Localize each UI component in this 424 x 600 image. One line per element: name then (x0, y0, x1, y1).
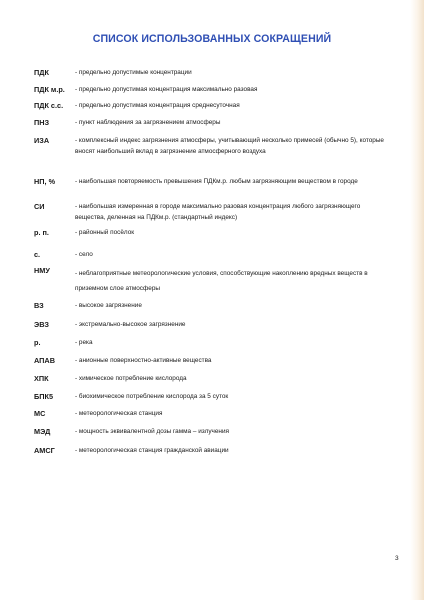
abbreviation-term: с. (34, 250, 41, 259)
abbreviation-definition: - анионные поверхностно-активные вещества (75, 357, 212, 364)
abbreviation-term: МЭД (34, 427, 51, 436)
abbreviation-definition: - пункт наблюдения за загрязнением атмосферы (75, 119, 221, 126)
page-title: СПИСОК ИСПОЛЬЗОВАННЫХ СОКРАЩЕНИЙ (92, 33, 332, 45)
abbreviation-term: АПАВ (34, 356, 55, 365)
abbreviation-definition: - предельно допустимая концентрация среднесуточная (75, 102, 240, 109)
abbreviation-term: ПНЗ (34, 118, 50, 127)
abbreviation-definition: - река (75, 339, 93, 346)
abbreviation-term: АМСГ (34, 446, 55, 455)
abbreviation-term: СИ (34, 202, 45, 211)
abbreviation-term: НП, % (34, 177, 56, 186)
abbreviation-definition: - предельно допустимая концентрация максимально разовая (75, 86, 258, 93)
abbreviation-definition: - село (75, 251, 93, 258)
abbreviation-term: БПК5 (34, 392, 54, 401)
abbreviation-definition: - предельно допустимые концентрации (75, 69, 192, 76)
abbreviation-definition: - химическое потребление кислорода (75, 375, 187, 382)
abbreviation-term: НМУ (34, 266, 50, 275)
page-edge-shadow (410, 0, 424, 600)
abbreviation-term: ПДК (34, 68, 49, 77)
abbreviation-term: МС (34, 409, 46, 418)
abbreviation-definition: - неблагоприятные метеорологические условия, способствующие накоплению вредных веществ в приземном слое атмосферы (75, 270, 368, 292)
abbreviation-term: р. п. (34, 228, 49, 237)
abbreviation-definition: - метеорологическая станция (75, 410, 163, 417)
abbreviation-term: ХПК (34, 374, 49, 383)
abbreviation-definition: - наибольшая повторяемость превышения ПДКм.р. любым загрязняющим веществом в городе (75, 178, 358, 185)
abbreviation-definition: - биохимическое потребление кислорода за 5 суток (75, 393, 229, 400)
abbreviation-term: ПДК м.р. (34, 85, 65, 94)
abbreviation-definition: - районный посёлок (75, 229, 135, 236)
page-number: 3 (395, 555, 399, 562)
abbreviation-term: ЭВЗ (34, 320, 49, 329)
abbreviation-definition: - наибольшая измеренная в городе максимально разовая концентрация любого загрязняющего вещества, деленная на ПДКм.р. (стандартный индекс) (75, 203, 361, 221)
abbreviation-term: ПДК с.с. (34, 101, 64, 110)
abbreviation-definition: - метеорологическая станция гражданской авиации (75, 447, 229, 454)
abbreviation-definition: - комплексный индекс загрязнения атмосферы, учитывающий несколько примесей (обычно 5), которые вносят наибольший вклад в загрязнение атмосферного воздуха (75, 137, 384, 155)
abbreviation-definition: - экстремально-высокое загрязнение (75, 321, 186, 328)
abbreviation-term: ИЗА (34, 136, 50, 145)
abbreviation-definition: - мощность эквивалентной дозы гамма – излучения (75, 428, 229, 435)
abbreviation-definition: - высокое загрязнение (75, 302, 142, 309)
abbreviation-term: р. (34, 338, 41, 347)
abbreviation-term: ВЗ (34, 301, 44, 310)
